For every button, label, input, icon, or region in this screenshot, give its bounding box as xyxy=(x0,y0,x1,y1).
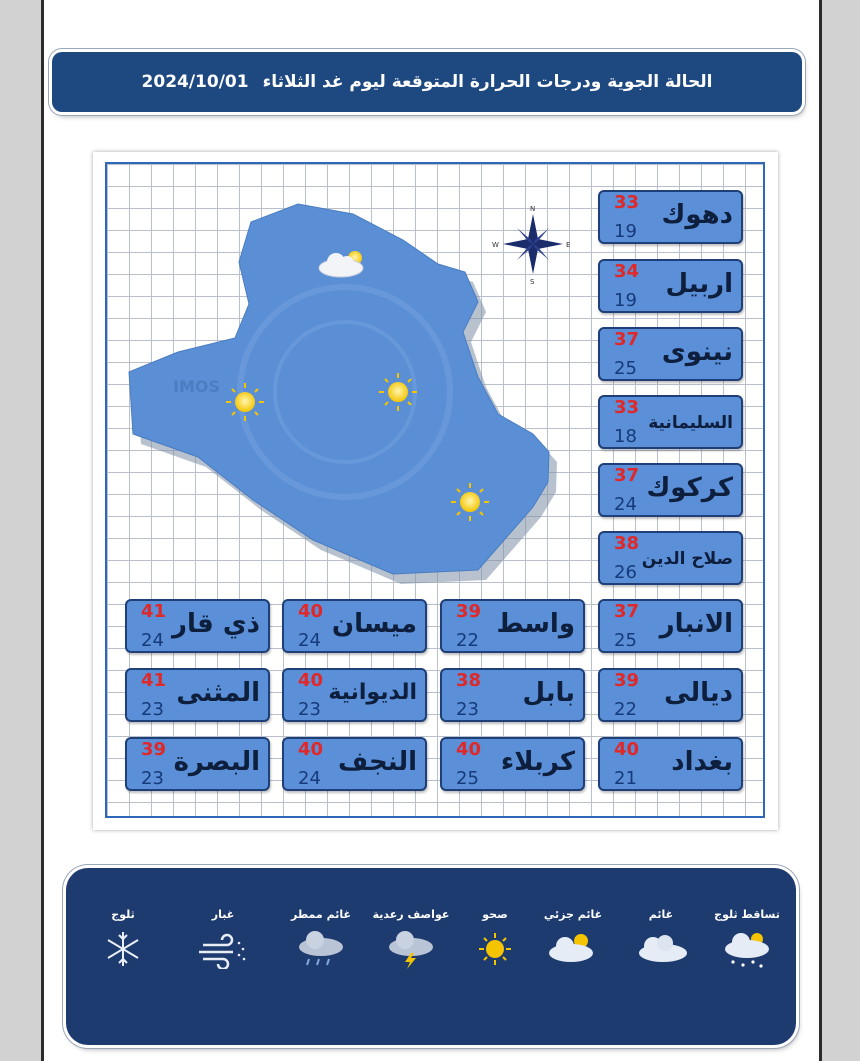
min-temp: 19 xyxy=(614,221,637,242)
city-name: ذي قار xyxy=(172,609,260,639)
max-temp: 38 xyxy=(614,533,640,554)
rain-cloud-icon xyxy=(291,929,351,969)
min-temp: 24 xyxy=(298,768,321,789)
max-temp: 41 xyxy=(141,601,167,622)
compass-rose xyxy=(492,205,570,286)
max-temp: 37 xyxy=(614,465,640,486)
max-temp: 40 xyxy=(456,739,482,760)
city-box-basra xyxy=(125,737,270,791)
snowflake-icon xyxy=(93,929,153,969)
city-box-kirkuk xyxy=(598,463,743,517)
legend-label: غائم جزئي xyxy=(543,908,603,921)
snowfall-cloud-icon xyxy=(717,929,777,969)
city-box-muthanna xyxy=(125,668,270,722)
min-temp: 25 xyxy=(614,358,637,379)
legend-snowfall xyxy=(702,908,792,969)
min-temp: 24 xyxy=(614,494,637,515)
min-temp: 25 xyxy=(456,768,479,789)
thunderstorm-icon xyxy=(381,929,441,969)
city-box-nineveh xyxy=(598,327,743,381)
min-temp: 23 xyxy=(298,699,321,720)
min-temp: 18 xyxy=(614,426,637,447)
legend-label: صحو xyxy=(482,908,508,921)
max-temp: 39 xyxy=(456,601,482,622)
max-temp: 39 xyxy=(141,739,167,760)
min-temp: 22 xyxy=(614,699,637,720)
city-name: كركوك xyxy=(646,473,733,503)
city-name: البصرة xyxy=(173,747,260,777)
min-temp: 24 xyxy=(141,630,164,651)
min-temp: 23 xyxy=(141,768,164,789)
city-box-anbar xyxy=(598,599,743,653)
max-temp: 37 xyxy=(614,329,640,350)
city-name: صلاح الدين xyxy=(641,549,733,569)
forecast-date: 2024/10/01 xyxy=(141,72,249,92)
city-name: نينوى xyxy=(661,337,733,367)
partly-cloudy-icon xyxy=(543,929,603,969)
dust-wind-icon xyxy=(193,929,253,969)
max-temp: 33 xyxy=(614,192,640,213)
legend-dust xyxy=(178,908,268,969)
title-bar xyxy=(52,52,802,112)
max-temp: 40 xyxy=(298,739,324,760)
city-box-karbala xyxy=(440,737,585,791)
legend-cloudy xyxy=(616,908,706,969)
legend-label: ثلوج xyxy=(111,908,135,921)
compass-east: E xyxy=(566,241,571,249)
city-name: المثنى xyxy=(176,678,260,708)
city-box-wasit xyxy=(440,599,585,653)
legend-label: عواصف رعدية xyxy=(372,908,450,921)
legend-label: غبار xyxy=(211,908,235,921)
city-box-maysan xyxy=(282,599,427,653)
legend-label: تساقط ثلوج xyxy=(714,908,780,921)
legend-partly-cloudy xyxy=(528,908,618,969)
cloudy-icon xyxy=(631,929,691,969)
max-temp: 39 xyxy=(614,670,640,691)
city-name: واسط xyxy=(496,609,575,639)
city-box-dohuk xyxy=(598,190,743,244)
legend-snow xyxy=(78,908,168,969)
sun-icon xyxy=(465,929,525,969)
max-temp: 38 xyxy=(456,670,482,691)
city-name: بغداد xyxy=(671,747,733,777)
legend-thunderstorms xyxy=(366,908,456,969)
compass-west: W xyxy=(492,241,499,249)
min-temp: 19 xyxy=(614,290,637,311)
city-box-erbil xyxy=(598,259,743,313)
min-temp: 24 xyxy=(298,630,321,651)
legend-label: غائم ممطر xyxy=(291,908,351,921)
max-temp: 37 xyxy=(614,601,640,622)
watermark-text: IMOS xyxy=(173,377,220,396)
page-title: الحالة الجوية ودرجات الحرارة المتوقعة ليوم غد الثلاثاء xyxy=(262,72,713,92)
legend-label: غائم xyxy=(648,908,674,921)
city-name: الانبار xyxy=(659,609,733,639)
legend-cloudy-rainy xyxy=(276,908,366,969)
max-temp: 40 xyxy=(298,670,324,691)
city-box-sulaymaniyah xyxy=(598,395,743,449)
city-box-baghdad xyxy=(598,737,743,791)
city-box-dhiqar xyxy=(125,599,270,653)
city-name: اربيل xyxy=(665,269,733,299)
city-box-salahaddin xyxy=(598,531,743,585)
city-box-babil xyxy=(440,668,585,722)
city-name: كربلاء xyxy=(500,747,575,777)
map-panel xyxy=(93,152,778,830)
min-temp: 22 xyxy=(456,630,479,651)
max-temp: 40 xyxy=(614,739,640,760)
min-temp: 23 xyxy=(456,699,479,720)
city-name: ديالى xyxy=(664,678,733,708)
min-temp: 21 xyxy=(614,768,637,789)
max-temp: 34 xyxy=(614,261,640,282)
city-name: دهوك xyxy=(661,200,733,230)
compass-north: N xyxy=(530,205,536,213)
city-name: الديوانية xyxy=(328,680,417,705)
max-temp: 41 xyxy=(141,670,167,691)
min-temp: 23 xyxy=(141,699,164,720)
compass-south: S xyxy=(530,278,535,286)
weather-legend xyxy=(66,868,796,1045)
max-temp: 40 xyxy=(298,601,324,622)
city-name: بابل xyxy=(522,678,575,708)
city-name: ميسان xyxy=(331,609,417,639)
legend-clear xyxy=(450,908,540,969)
city-box-diyala xyxy=(598,668,743,722)
min-temp: 25 xyxy=(614,630,637,651)
city-box-diwaniyah xyxy=(282,668,427,722)
city-name: النجف xyxy=(338,747,417,777)
max-temp: 33 xyxy=(614,397,640,418)
min-temp: 26 xyxy=(614,562,637,583)
city-box-najaf xyxy=(282,737,427,791)
city-name: السليمانية xyxy=(648,413,733,433)
